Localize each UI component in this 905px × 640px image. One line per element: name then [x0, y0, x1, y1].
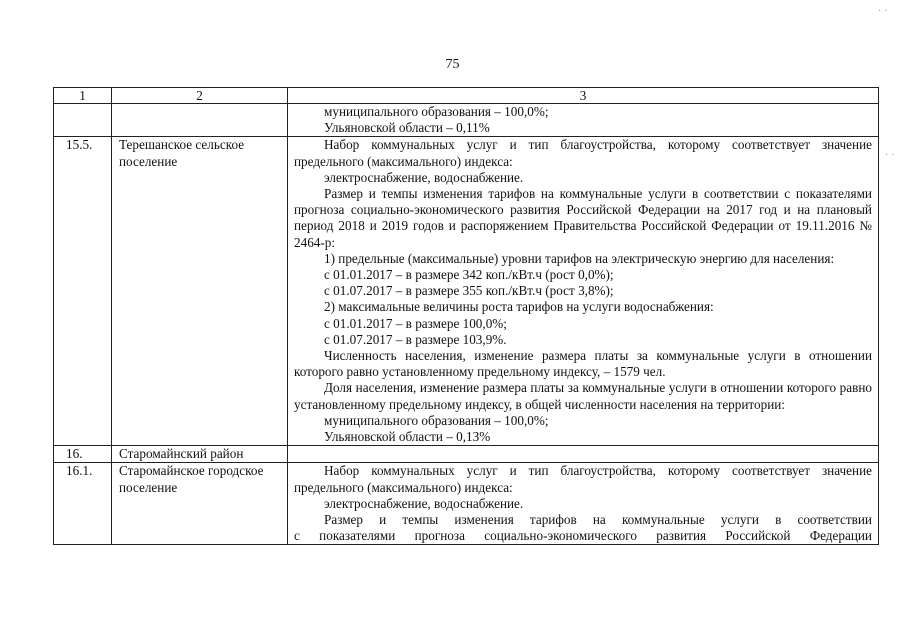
scan-mark: · ·	[885, 150, 895, 161]
row-name: Старомайнское городское поселение	[112, 463, 288, 545]
row-number: 15.5.	[54, 137, 112, 446]
row-name: Терешанское сельское поселение	[112, 137, 288, 446]
content-paragraph: Набор коммунальных услуг и тип благоустройства, которому соответствует значение предельного (максимального) индекса:	[294, 137, 872, 169]
table-row	[54, 463, 879, 545]
content-paragraph: Доля населения, изменение размера платы за коммунальные услуги в отношении которого равно установленному предельному индексу, в общей численности населения на территории:	[294, 380, 872, 412]
content-paragraph: 2) максимальные величины роста тарифов на услуги водоснабжения:	[324, 299, 714, 315]
content-paragraph: муниципального образования – 100,0%;	[324, 412, 549, 428]
header-col-2: 2	[112, 88, 288, 104]
row-number: 16.	[54, 446, 112, 463]
row-content	[288, 104, 879, 137]
row-content	[288, 446, 879, 463]
row-name	[112, 104, 288, 137]
row-number: 16.1.	[54, 463, 112, 545]
content-paragraph: 1) предельные (максимальные) уровни тарифов на электрическую энергию для населения:	[324, 250, 835, 266]
row-content	[288, 463, 879, 545]
content-paragraph: Численность населения, изменение размера платы за коммунальные услуги в отношении которого равно установленному предельному индексу, – 1579 чел.	[294, 348, 872, 380]
tariff-table	[53, 87, 879, 545]
row-name: Старомайнский район	[112, 446, 288, 463]
content-paragraph: с 01.07.2017 – в размере 103,9%.	[324, 331, 507, 347]
content-paragraph: Ульяновской области – 0,13%	[324, 429, 491, 445]
table-row	[54, 446, 879, 463]
content-paragraph: с показателями прогноза социально-экономического развития Российской Федерации	[294, 528, 872, 544]
content-paragraph: Набор коммунальных услуг и тип благоустройства, которому соответствует значение предельного (максимального) индекса:	[294, 463, 872, 495]
content-line: муниципального образования – 100,0%;	[324, 104, 549, 119]
row-content	[288, 137, 879, 446]
content-paragraph: Размер и темпы изменения тарифов на коммунальные услуги в соответствии с показателями прогноза социально-экономического развития Российской Федерации на 2017 год и на плановый период 2018 и 2019 годов и распоряжением Правительства Российской Федерации от 19.11.2016 № 2464-р:	[294, 186, 872, 250]
header-col-1: 1	[54, 88, 112, 104]
scan-mark: · ·	[878, 6, 888, 17]
table-header-row	[54, 88, 879, 104]
content-paragraph: с 01.01.2017 – в размере 100,0%;	[324, 315, 507, 331]
content-paragraph: Размер и темпы изменения тарифов на коммунальные услуги в соответствии	[324, 512, 872, 528]
content-paragraph: с 01.01.2017 – в размере 342 коп./кВт.ч (рост 0,0%);	[324, 267, 614, 283]
content-paragraph: электроснабжение, водоснабжение.	[324, 495, 524, 511]
header-col-3: 3	[288, 88, 879, 104]
table-row	[54, 137, 879, 446]
content-paragraph: с 01.07.2017 – в размере 355 коп./кВт.ч (рост 3,8%);	[324, 283, 614, 299]
row-number	[54, 104, 112, 137]
content-line: Ульяновской области – 0,11%	[324, 120, 490, 136]
page-number: 75	[445, 57, 460, 72]
content-paragraph: электроснабжение, водоснабжение.	[324, 169, 524, 185]
table-row	[54, 104, 879, 137]
